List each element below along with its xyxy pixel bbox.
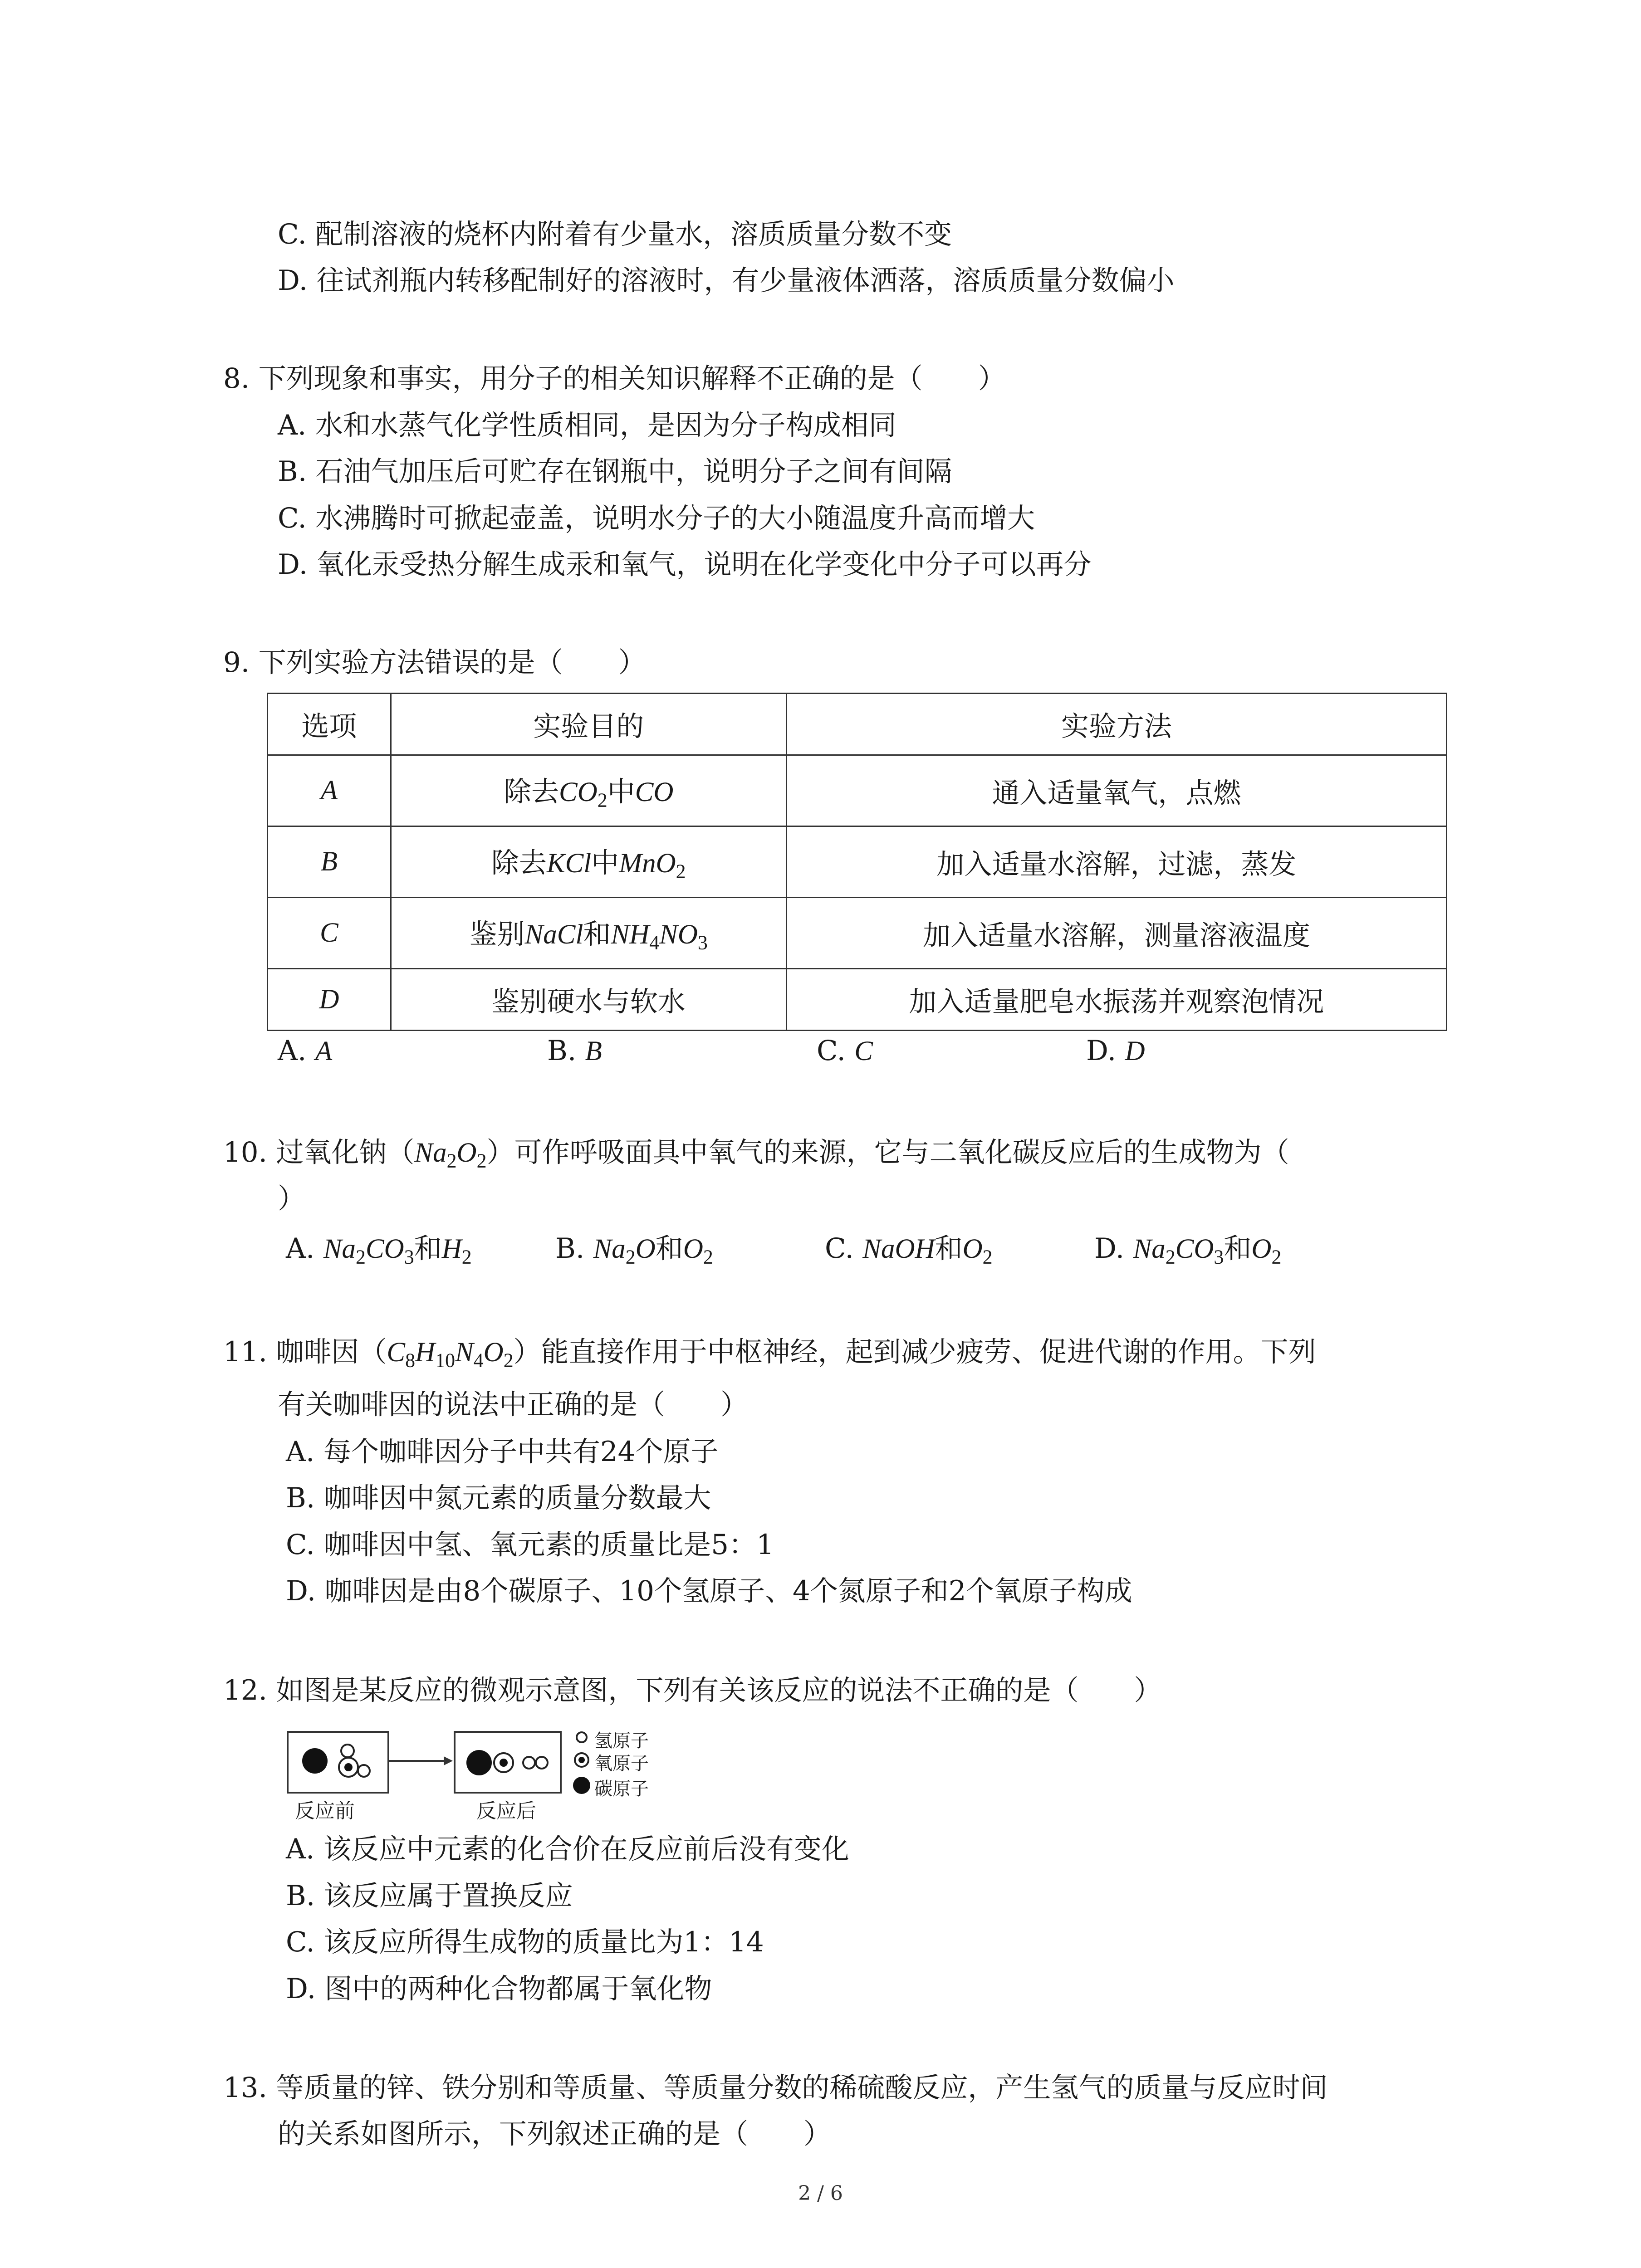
aim-cell: 鉴别硬水与软水 — [391, 969, 786, 1031]
q12-option-c: C. 该反应所得生成物的质量比为1：14 — [286, 1926, 764, 1958]
q11-option-b: B. 咖啡因中氮元素的质量分数最大 — [286, 1482, 711, 1514]
hydrogen-atom — [523, 1757, 535, 1769]
carbon-legend-icon — [573, 1777, 590, 1794]
q7-option-d: D. 往试剂瓶内转移配制好的溶液时，有少量液体洒落，溶质质量分数偏小 — [278, 264, 1175, 297]
q9-stem: 9. 下列实验方法错误的是（ ） — [223, 646, 646, 679]
page-number: 2 / 6 — [798, 2182, 843, 2205]
q12-option-a: A. 该反应中元素的化合价在反应前后没有变化 — [286, 1833, 849, 1865]
q11-stem: 11. 咖啡因$(C_8H_{10}N_4O_2)$能直接作用于中枢神经，起到减少疲劳、促进代谢的作用。下列 — [223, 1336, 1316, 1372]
table-row — [268, 969, 1447, 1031]
aim-cell: 鉴别NaCl和$NH_4NO_3$ — [391, 898, 786, 969]
hydrogen-atom — [536, 1757, 548, 1769]
q8-option-d: D. 氧化汞受热分解生成汞和氧气，说明在化学变化中分子可以再分 — [278, 548, 1092, 581]
q8-option-a: A. 水和水蒸气化学性质相同，是因为分子构成相同 — [278, 409, 896, 441]
option-cell: C — [268, 898, 391, 969]
hydrogen-atom — [358, 1765, 370, 1777]
carbon-atom — [466, 1750, 492, 1775]
q8-option-c: C. 水沸腾时可掀起壶盖，说明水分子的大小随温度升高而增大 — [278, 502, 1035, 534]
method-cell: 加入适量水溶解，测量溶液温度 — [786, 898, 1446, 969]
q11-option-d: D. 咖啡因是由8个碳原子、10个氢原子、4个氮原子和2个氧原子构成 — [286, 1575, 1132, 1607]
q12-option-b: B. 该反应属于置换反应 — [286, 1880, 573, 1912]
q13-stem-cont: 的关系如图所示，下列叙述正确的是（ ） — [278, 2118, 832, 2150]
legend-hydrogen: 氢原子 — [594, 1730, 649, 1751]
method-cell: 通入适量氧气，点燃 — [786, 755, 1446, 826]
hydrogen-atom — [341, 1745, 354, 1757]
q10-stem-end: ） — [278, 1183, 306, 1215]
option-cell: B — [268, 826, 391, 898]
after-box — [454, 1731, 562, 1794]
legend-carbon: 碳原子 — [594, 1779, 649, 1799]
col-header: 实验方法 — [786, 694, 1446, 755]
aim-cell: 除去KCl中MnO$_2$ — [391, 826, 786, 898]
carbon-atom — [302, 1748, 328, 1774]
q11-option-a: A. 每个咖啡因分子中共有24个原子 — [286, 1436, 719, 1468]
table-row — [268, 755, 1447, 826]
option-cell: A — [268, 755, 391, 826]
before-molecules — [289, 1733, 387, 1792]
q8-stem: 8. 下列现象和事实，用分子的相关知识解释不正确的是（ ） — [223, 362, 1006, 395]
table-row — [268, 898, 1447, 969]
q9-table-header — [268, 694, 1447, 755]
method-cell: 加入适量肥皂水振荡并观察泡情况 — [786, 969, 1446, 1031]
after-caption: 反应后 — [476, 1799, 536, 1823]
after-molecules — [456, 1733, 560, 1792]
q8-option-b: B. 石油气加压后可贮存在钢瓶中，说明分子之间有间隔 — [278, 455, 952, 488]
legend-symbols — [573, 1725, 591, 1815]
col-header: 选项 — [268, 694, 391, 755]
aim-cell: 除去$CO_2$中CO — [391, 755, 786, 826]
q11-option-c: C. 咖啡因中氢、氧元素的质量比是5：1 — [286, 1529, 774, 1561]
before-caption: 反应前 — [295, 1799, 355, 1823]
q12-option-d: D. 图中的两种化合物都属于氧化物 — [286, 1973, 712, 2005]
arrow-icon — [387, 1752, 455, 1770]
q9-table — [267, 693, 1447, 1031]
q12-stem: 12. 如图是某反应的微观示意图，下列有关该反应的说法不正确的是（ ） — [223, 1674, 1162, 1706]
col-header: 实验目的 — [391, 694, 786, 755]
before-box — [287, 1731, 389, 1794]
legend-oxygen: 氧原子 — [594, 1753, 649, 1774]
q7-option-c: C. 配制溶液的烧杯内附着有少量水，溶质质量分数不变 — [278, 218, 952, 250]
hydrogen-legend-icon — [577, 1732, 587, 1742]
option-cell: D — [268, 969, 391, 1031]
method-cell: 加入适量水溶解，过滤，蒸发 — [786, 826, 1446, 898]
q11-stem-cont: 有关咖啡因的说法中正确的是（ ） — [278, 1388, 749, 1421]
table-row — [268, 826, 1447, 898]
q10-stem: 10. 过氧化钠$(Na_2O_2)$可作呼吸面具中氧气的来源，它与二氧化碳反应后的生成物为（ — [223, 1136, 1289, 1172]
q13-stem: 13. 等质量的锌、铁分别和等质量、等质量分数的稀硫酸反应，产生氢气的质量与反应时间 — [223, 2072, 1328, 2104]
